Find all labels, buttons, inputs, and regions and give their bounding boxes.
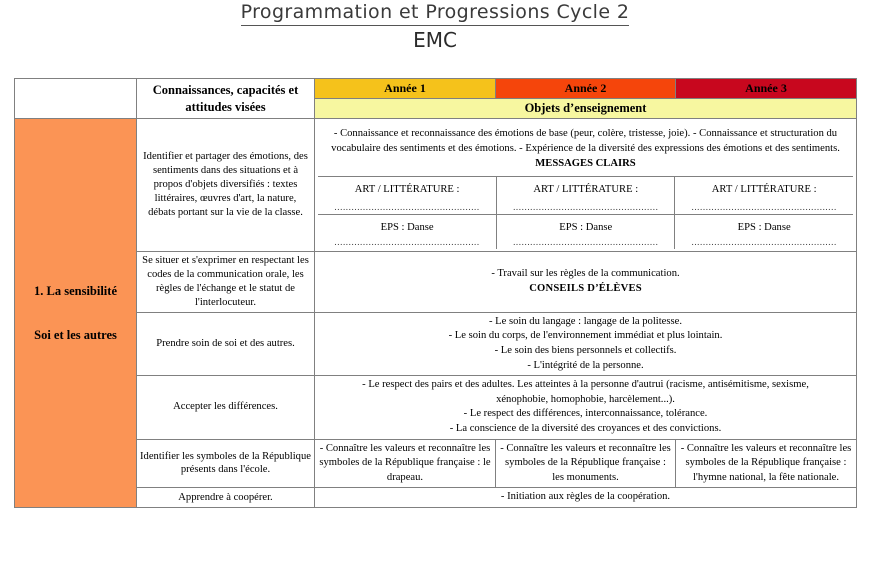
eps-dotted-line-year1[interactable]: ................................................... [334,237,480,247]
emotions-line-2: - Connaissance et structuration du vocabulaire des sentiments et des émotions. [331,128,838,154]
header-blank-cell [15,79,137,119]
art-eps-subtable [318,176,853,249]
art-dotted-line-year3[interactable]: ................................................... [691,202,837,212]
art-cell-year3 [675,176,853,214]
competency-cell-differences: Accepter les différences. [137,376,315,439]
emotions-line-3: - Expérience de la diversité des expressions des émotions et des sentiments. [519,142,840,154]
theme-spacer [18,307,133,319]
content-cell-cooperer [315,488,857,508]
content-cell-symboles-year2: - Connaître les valeurs et reconnaître les symboles de la République française : les monuments. [496,439,676,488]
competency-cell-communication: Se situer et s'exprimer en respectant les codes de la communication orale, les règles de l'échange et le statut de l'interlocuteur. [137,251,315,312]
header-year-2: Année 2 [496,79,676,99]
eps-label-year1: EPS : Danse [380,221,434,233]
title-block [0,0,870,51]
soin-line-4: - L'intégrité de la personne. [527,359,644,371]
content-cell-prendre-soin [315,312,857,375]
communication-conseils-eleves: CONSEILS D’ÉLÈVES [529,283,642,295]
subtable-row-eps [318,214,853,249]
art-label-year2: ART / LITTÉRATURE : [533,183,639,195]
art-dotted-line-year1[interactable]: ................................................... [334,202,480,212]
soin-line-2: - Le soin du corps, de l'environnement immédiat et plus lointain. [448,330,723,342]
table-header-row-years [15,79,857,99]
page-subtitle: EMC [413,27,457,52]
competency-cell-symboles: Identifier les symboles de la République présents dans l'école. [137,439,315,488]
eps-label-year3: EPS : Danse [737,221,791,233]
table-row [15,312,857,375]
communication-line-1: - Travail sur les règles de la communication. [491,267,680,279]
content-cell-symboles-year1: - Connaître les valeurs et reconnaître les symboles de la République française : le drapeau. [315,439,496,488]
subtable-row-art [318,176,853,214]
header-objets-enseignement: Objets d’enseignement [315,99,857,119]
theme-number-title: 1. La sensibilité [34,283,117,298]
table-row [15,376,857,439]
header-competencies: Connaissances, capacités et attitudes visées [137,79,315,119]
cooperer-line-1: - Initiation aux règles de la coopération. [500,491,671,503]
art-dotted-line-year2[interactable]: ................................................... [513,202,659,212]
competency-cell-cooperer: Apprendre à coopérer. [137,488,315,508]
eps-cell-year1 [318,214,497,249]
soin-line-3: - Le soin des biens personnels et collectifs. [494,344,677,356]
art-cell-year2 [497,176,675,214]
competency-cell-emotions: Identifier et partager des émotions, des sentiments dans des situations et à propos d'objets diversifiés : textes littéraires, œuvres d'art, la nature, débats portant sur la vie de la classe. [137,119,315,252]
header-year-1: Année 1 [315,79,496,99]
table-row [15,251,857,312]
content-cell-communication [315,251,857,312]
content-cell-differences [315,376,857,439]
table-row [15,439,857,488]
content-cell-symboles-year3: - Connaître les valeurs et reconnaître les symboles de la République française : l'hymne national, la fête nationale. [676,439,857,488]
art-label-year1: ART / LITTÉRATURE : [354,183,460,195]
theme-column-cell [15,119,137,508]
emotions-messages-clairs: MESSAGES CLAIRS [535,158,636,170]
differences-line-2: xénophobie, homophobie, harcèlement...). [496,393,675,405]
art-label-year3: ART / LITTÉRATURE : [711,183,817,195]
eps-cell-year2 [497,214,675,249]
differences-line-3: - Le respect des différences, interconnaissance, tolérance. [463,408,708,420]
eps-label-year2: EPS : Danse [559,221,613,233]
content-cell-emotions [315,119,857,252]
eps-dotted-line-year2[interactable]: ................................................... [513,237,659,247]
table-row [15,488,857,508]
differences-line-1: - Le respect des pairs et des adultes. Les atteintes à la personne d'autrui (racisme, antisémitisme, sexisme, [362,379,809,391]
emotions-line-1: - Connaissance et reconnaissance des émotions de base (peur, colère, tristesse, joie). [333,128,691,139]
header-year-3: Année 3 [676,79,857,99]
emotions-shared-text [318,121,853,176]
soin-line-1: - Le soin du langage : langage de la politesse. [489,315,682,327]
table-row [15,119,857,252]
differences-line-4: - La conscience de la diversité des croyances et des convictions. [449,422,722,434]
competency-cell-prendre-soin: Prendre soin de soi et des autres. [137,312,315,375]
progression-table [14,78,857,508]
page-title: Programmation et Progressions Cycle 2 [241,2,630,26]
art-cell-year1 [318,176,497,214]
eps-dotted-line-year3[interactable]: ................................................... [691,237,837,247]
eps-cell-year3 [675,214,853,249]
theme-subtitle: Soi et les autres [34,328,117,342]
